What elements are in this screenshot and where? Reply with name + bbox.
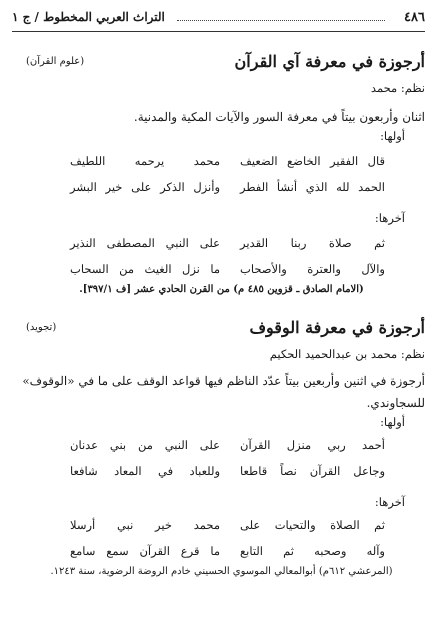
verse-line	[18, 518, 425, 540]
entry-description-line-1: أرجوزة في اثنين وأربعين بيتاً عدّد الناظم فيها قواعد الوقف على ما في «الوقوف»	[22, 374, 425, 388]
verse-hemistich-2: ما قرع القرآن سمع سامع	[70, 544, 220, 558]
verse-hemistich-2: على النبي من بني عدنان	[70, 438, 220, 452]
verse-hemistich-2: على النبي المصطفى النذير	[70, 236, 220, 250]
entry-category: (تجويد)	[26, 322, 57, 333]
entry-2	[18, 318, 425, 577]
verse-hemistich-1: والآل والعترة والأصحاب	[240, 262, 385, 276]
verse-line	[18, 262, 425, 284]
verse-hemistich-1: ثم الصلاة والتحيات على	[240, 518, 385, 532]
entry-author: نظم: محمد	[370, 81, 425, 95]
page-header	[12, 8, 425, 30]
verse-line	[18, 154, 425, 176]
entry-author: نظم: محمد بن عبدالحميد الحكيم	[269, 347, 425, 361]
entry-category: (علوم القرآن)	[26, 56, 85, 67]
verse-hemistich-1: الحمد لله الذي أنشأ الفطر	[240, 180, 385, 194]
first-lines-label: أولها:	[380, 415, 405, 429]
entry-description: اثنان وأربعون بيتاً في معرفة السور والآيات المكية والمدنية.	[133, 110, 425, 124]
verse-hemistich-2: محمد يرحمه اللطيف	[70, 154, 220, 168]
header-leader-dots	[177, 20, 385, 21]
verse-line	[18, 464, 425, 486]
last-lines-label: آخرها:	[374, 211, 405, 225]
verse-hemistich-2: ما نزل الغيث من السحاب	[70, 262, 220, 276]
running-title: التراث العربي المخطوط / ج ١	[12, 10, 165, 24]
verse-hemistich-1: ثم صلاة ربنا القدير	[240, 236, 385, 250]
header-rule	[12, 31, 425, 32]
entry-manuscript-note: (المرعشي ٦١٢م) أبوالمعالي الموسوي الحسيني خادم الروضة الرضوية، سنة ١٢٤٣.	[50, 566, 393, 577]
verse-hemistich-2: محمد خير نبي أرسلا	[70, 518, 220, 532]
verse-line	[18, 236, 425, 258]
entry-title: أرجوزة في معرفة آي القرآن	[234, 52, 425, 71]
verse-line	[18, 544, 425, 566]
first-lines-label: أولها:	[380, 129, 405, 143]
entry-description-line-2: للسجاوندي.	[366, 396, 425, 410]
verse-hemistich-1: وجاعل القرآن نصاً قاطعا	[240, 464, 385, 478]
verse-hemistich-2: وللعباد في المعاد شافعا	[70, 464, 220, 478]
verse-hemistich-1: أحمد ربي منزل القرآن	[240, 438, 385, 452]
verse-line	[18, 438, 425, 460]
verse-hemistich-1: قال الفقير الخاضع الضعيف	[240, 154, 385, 168]
last-lines-label: آخرها:	[374, 495, 405, 509]
entry-manuscript-note: (الامام الصادق ـ قزوين ٤٨٥ م) من القرن الحادي عشر [ف ٣٩٧/١].	[79, 284, 364, 295]
entry-1	[18, 52, 425, 295]
page-number: ٤٨٦	[404, 10, 425, 25]
entry-title: أرجوزة في معرفة الوقوف	[249, 318, 425, 337]
verse-line	[18, 180, 425, 202]
verse-hemistich-2: وأنزل الذكر على خير البشر	[70, 180, 220, 194]
verse-hemistich-1: وآله وصحبه ثم التابع	[240, 544, 385, 558]
